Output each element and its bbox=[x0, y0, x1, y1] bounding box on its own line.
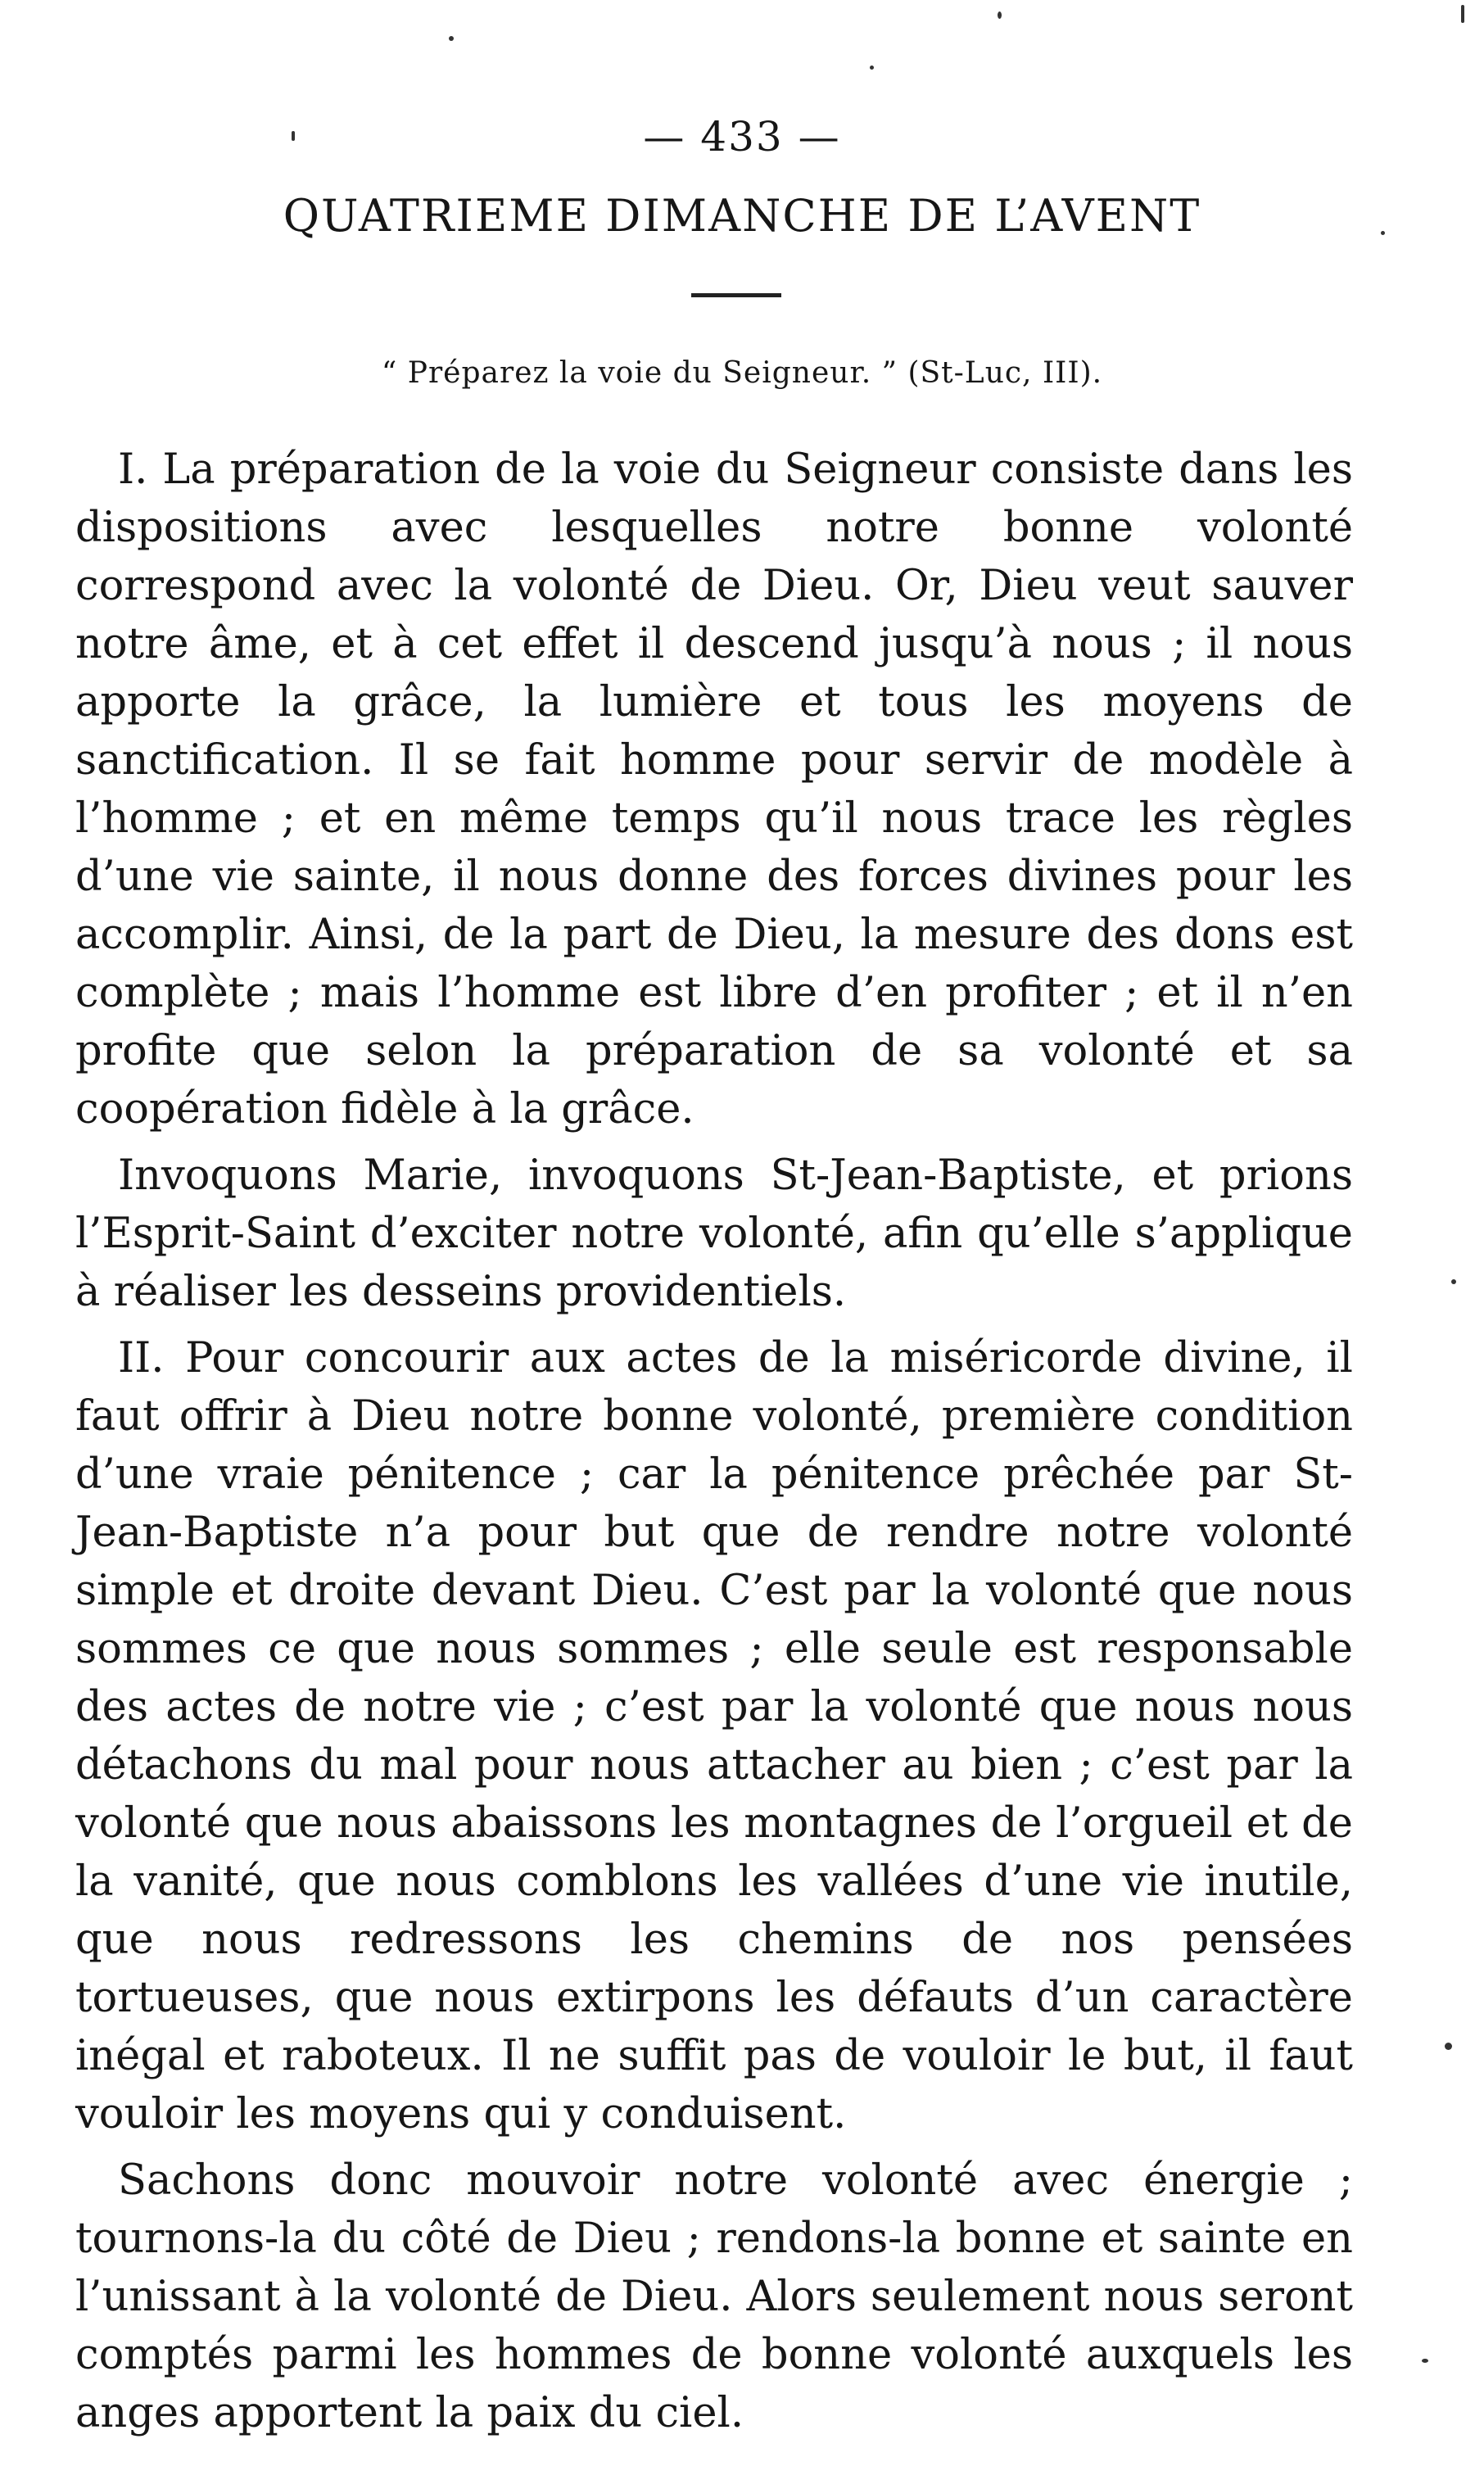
scan-speck bbox=[998, 11, 1002, 19]
scan-speck bbox=[1445, 2043, 1452, 2050]
scan-speck bbox=[1422, 2359, 1428, 2363]
scan-speck bbox=[1451, 1279, 1456, 1284]
epigraph-quote: “ Préparez la voie du Seigneur. ” (St-Luc, III). bbox=[381, 356, 1103, 390]
scan-speck bbox=[1461, 5, 1464, 23]
paragraph-1: I. La préparation de la voie du Seigneur consiste dans les dispositions avec lesquelles notre bonne volonté correspond avec la volonté de Dieu. Or, Dieu veut sauver notre âme, et à cet effet il descend jusqu’à nous ; il nous apporte la grâce, la lumière et tous les moyens de sanctification. Il se fait homme pour servir de modèle à l’homme ; et en même temps qu’il nous trace les règles d’une vie sainte, il nous donne des forces divines pour les accomplir. Ainsi, de la part de Dieu, la mesure des dons est complète ; mais l’homme est libre d’en profiter ; et il n’en profite que selon la préparation de sa volonté et sa coopération fidèle à la grâce. bbox=[75, 446, 1353, 1133]
scan-speck bbox=[870, 66, 874, 70]
scan-speck bbox=[1381, 231, 1385, 235]
page-number: — 433 — bbox=[643, 113, 841, 161]
title-divider bbox=[691, 293, 781, 297]
paragraph-3: II. Pour concourir aux actes de la miséricorde divine, il faut offrir à Dieu notre bonne volonté, première condition d’une vraie pénitence ; car la pénitence prêchée par St-Jean-Baptiste n’a pour but que de rendre notre volonté simple et droite devant Dieu. C’est par la volonté que nous sommes ce que nous sommes ; elle seule est responsable des actes de notre vie ; c’est par la volonté que nous nous détachons du mal pour nous attacher au bien ; c’est par la volonté que nous abaissons les montagnes de l’orgueil et de la vanité, que nous comblons les vallées d’une vie inutile, que nous redressons les chemins de nos pensées tortueuses, que nous extirpons les défauts d’un caractère inégal et raboteux. Il ne suffit pas de vouloir le but, il faut vouloir les moyens qui y conduisent. bbox=[75, 1334, 1353, 2138]
chapter-title: QUATRIEME DIMANCHE DE L’AVENT bbox=[283, 190, 1201, 242]
paragraph-4: Sachons donc mouvoir notre volonté avec énergie ; tournons-la du côté de Dieu ; rendons-la bonne et sainte en l’unissant à la volonté de Dieu. Alors seulement nous seront comptés parmi les hommes de bonne volonté auxquels les anges apportent la paix du ciel. bbox=[75, 2156, 1353, 2437]
paragraph-2: Invoquons Marie, invoquons St-Jean-Baptiste, et prions l’Esprit-Saint d’exciter notre volonté, afin qu’elle s’applique à réaliser les desseins providentiels. bbox=[75, 1152, 1353, 1316]
scan-speck bbox=[449, 36, 454, 41]
body-text bbox=[75, 441, 1353, 2450]
scan-speck bbox=[292, 131, 295, 141]
